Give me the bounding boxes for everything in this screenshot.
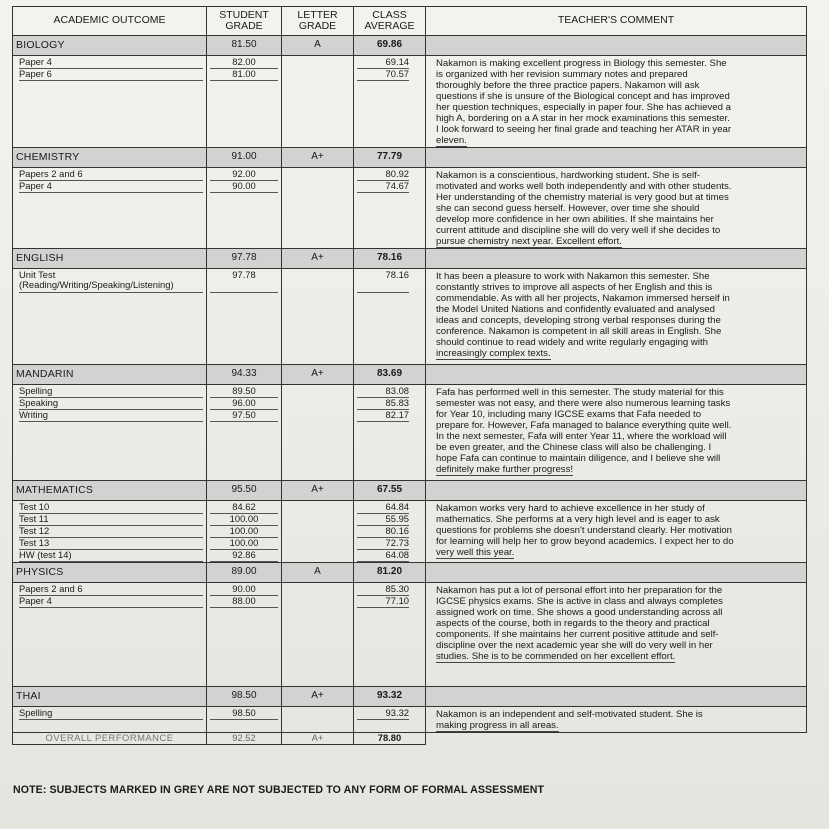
subitem-class-average: 85.83 [357, 398, 409, 410]
comment-line: semester was not easy, and there were also numerous learning tasks [436, 398, 731, 409]
subitem-grade: 97.78 [210, 270, 278, 293]
subitem-grade: 90.00 [210, 584, 278, 596]
subitem-class-average: 80.92 [357, 169, 409, 181]
subitem-averages [354, 707, 426, 733]
comment-line: constantly strives to improve all aspects of her English and this is [436, 282, 713, 293]
subitem-class-average: 82.17 [357, 410, 409, 422]
subject-class-average: 77.79 [354, 148, 426, 168]
subject-header-blank [426, 563, 807, 583]
subitem-label: Test 10 [19, 502, 203, 514]
subitem-label: Unit Test (Reading/Writing/Speaking/Listening) [19, 270, 203, 293]
subitem-label: Paper 4 [19, 57, 203, 69]
subitem-grade: 97.50 [210, 410, 278, 422]
subitem-letter-blank [282, 385, 354, 481]
comment-line: I look forward to seeing her final grade and teaching her ATAR in year [436, 124, 732, 135]
comment-line: thoroughly before the three practice papers. Nakamon will ask [436, 80, 700, 91]
subject-grade: 98.50 [207, 687, 282, 707]
subitem-class-average: 72.73 [357, 538, 409, 550]
subject-row-biology [13, 36, 807, 56]
comment-line: questions if she is unsure of the Biological concept and has improved [436, 91, 730, 102]
subject-grade: 94.33 [207, 365, 282, 385]
subitem-grade: 98.50 [210, 708, 278, 720]
comment-line: Her understanding of the chemistry material is very good but at times [436, 192, 729, 203]
subitem-grades [207, 269, 282, 365]
comment-line: commendable. As with all her projects, Nakamon immersed herself in [436, 293, 730, 304]
subject-class-average: 93.32 [354, 687, 426, 707]
subitem-labels [13, 168, 207, 249]
subitem-labels [13, 385, 207, 481]
subitem-class-average: 55.95 [357, 514, 409, 526]
subject-header-blank [426, 687, 807, 707]
overall-letter-grade: A+ [282, 733, 354, 745]
subject-letter-grade: A+ [282, 687, 354, 707]
subitem-label: Spelling [19, 386, 203, 398]
subject-header-blank [426, 249, 807, 269]
subitem-label: Speaking [19, 398, 203, 410]
subitem-label: Paper 6 [19, 69, 203, 81]
subject-letter-grade: A [282, 36, 354, 56]
comment-line: eleven. [436, 135, 467, 146]
comment-line: she can second guess herself. However, over time she should [436, 203, 700, 214]
comment-line: assigned work on time. She shows a good understanding across all [436, 607, 723, 618]
overall-class-average: 78.80 [354, 733, 426, 745]
comment-line: current attitude and discipline she will do very well if she decides to [436, 225, 721, 236]
subitem-grade: 90.00 [210, 181, 278, 193]
subject-detail-row-mathematics [13, 501, 807, 563]
subitem-averages [354, 168, 426, 249]
subitem-averages [354, 583, 426, 687]
assessment-note: NOTE: SUBJECTS MARKED IN GREY ARE NOT SUBJECTED TO ANY FORM OF FORMAL ASSESSMENT [13, 784, 545, 796]
subject-row-chemistry [13, 148, 807, 168]
teacher-comment [426, 56, 807, 148]
subject-class-average: 67.55 [354, 481, 426, 501]
comment-line: very well this year. [436, 547, 515, 558]
subitem-label: Paper 4 [19, 181, 203, 193]
teacher-comment [426, 269, 807, 365]
subitem-grade: 82.00 [210, 57, 278, 69]
subject-detail-row-chemistry [13, 168, 807, 249]
subitem-labels [13, 56, 207, 148]
subject-letter-grade: A+ [282, 481, 354, 501]
comment-line: Fafa has performed well in this semester. The study material for this [436, 387, 724, 398]
comment-line: conference. Nakamon is competent in all skill areas in English. She [436, 326, 722, 337]
comment-line: aspects of the course, both in regards to the theory and practical [436, 618, 710, 629]
subitem-grade: 88.00 [210, 596, 278, 608]
subject-grade: 81.50 [207, 36, 282, 56]
subject-name: CHEMISTRY [13, 148, 207, 168]
subject-row-mathematics [13, 481, 807, 501]
overall-label: OVERALL PERFORMANCE [13, 733, 207, 745]
subject-name: PHYSICS [13, 563, 207, 583]
comment-line: high A, bordering on a A star in her mock examinations this semester. [436, 113, 730, 124]
subitem-grade: 100.00 [210, 538, 278, 550]
comment-line: for Year 10, including many IGCSE exams that Fafa needed to [436, 409, 702, 420]
subitem-grades [207, 168, 282, 249]
subitem-label: Spelling [19, 708, 203, 720]
comment-line: discipline over the next academic year she will do very well in her [436, 640, 713, 651]
subject-letter-grade: A+ [282, 148, 354, 168]
subitem-class-average: 64.84 [357, 502, 409, 514]
comment-line: motivated and works well both independently and with other students. [436, 181, 732, 192]
comment-line: In the next semester, Fafa will enter Year 11, where the workload will [436, 431, 727, 442]
header-letter-grade: LETTER GRADE [282, 7, 354, 36]
subitem-letter-blank [282, 269, 354, 365]
subject-name: MANDARIN [13, 365, 207, 385]
subitem-averages [354, 56, 426, 148]
comment-line: hope Fafa can continue to maintain diligence, and I believe she will [436, 453, 721, 464]
subitem-class-average: 85.30 [357, 584, 409, 596]
subitem-grades [207, 385, 282, 481]
teacher-comment [426, 168, 807, 249]
comment-line: for learning will help her to grow beyond academics. I expect her to do [436, 536, 734, 547]
comment-line: It has been a pleasure to work with Nakamon this semester. She [436, 271, 710, 282]
subitem-grade: 96.00 [210, 398, 278, 410]
subitem-grade: 100.00 [210, 526, 278, 538]
subject-header-blank [426, 481, 807, 501]
teacher-comment [426, 583, 807, 687]
subitem-averages [354, 501, 426, 563]
subitem-class-average: 69.14 [357, 57, 409, 69]
subject-name: MATHEMATICS [13, 481, 207, 501]
subject-class-average: 81.20 [354, 563, 426, 583]
subitem-grade: 81.00 [210, 69, 278, 81]
subitem-label: Test 12 [19, 526, 203, 538]
report-table [12, 6, 807, 745]
comment-line: definitely make further progress! [436, 464, 574, 475]
report-body [13, 36, 807, 745]
subject-detail-row-physics [13, 583, 807, 687]
comment-line: Nakamon is making excellent progress in Biology this semester. She [436, 58, 727, 69]
comment-line: Nakamon is an independent and self-motivated student. She is [436, 709, 703, 720]
comment-line: components. If she maintains her current positive attitude and self- [436, 629, 719, 640]
comment-line: mathematics. She performs at a very high level and is eager to ask [436, 514, 720, 525]
subitem-grade: 92.00 [210, 169, 278, 181]
overall-performance-row [13, 733, 807, 745]
subject-detail-row-english [13, 269, 807, 365]
subject-header-blank [426, 36, 807, 56]
subitem-class-average: 77.10 [357, 596, 409, 608]
teacher-comment [426, 385, 807, 481]
comment-line: ideas and concepts, developing strong verbal responses during the [436, 315, 721, 326]
header-academic-outcome: ACADEMIC OUTCOME [13, 7, 207, 36]
subitem-class-average: 64.08 [357, 550, 409, 562]
subitem-label: Paper 4 [19, 596, 203, 608]
subitem-class-average: 78.16 [357, 270, 409, 293]
subject-detail-row-biology [13, 56, 807, 148]
comment-line: Nakamon has put a lot of personal effort into her preparation for the [436, 585, 723, 596]
subject-grade: 95.50 [207, 481, 282, 501]
comment-line: should continue to read widely and write regularly engaging with [436, 337, 708, 348]
subitem-labels [13, 707, 207, 733]
subitem-averages [354, 385, 426, 481]
comment-line: prepare for. However, Fafa managed to balance everything quite well. [436, 420, 732, 431]
subitem-grades [207, 56, 282, 148]
subject-detail-row-thai [13, 707, 807, 733]
subitem-grade: 84.62 [210, 502, 278, 514]
header-class-average: CLASS AVERAGE [354, 7, 426, 36]
comment-line: making progress in all areas. [436, 720, 559, 731]
subitem-class-average: 80.16 [357, 526, 409, 538]
overall-grade: 92.52 [207, 733, 282, 745]
subitem-class-average: 93.32 [357, 708, 409, 720]
subject-row-english [13, 249, 807, 269]
subject-row-thai [13, 687, 807, 707]
subject-name: ENGLISH [13, 249, 207, 269]
subject-letter-grade: A+ [282, 365, 354, 385]
subitem-label: Papers 2 and 6 [19, 169, 203, 181]
subitem-grades [207, 501, 282, 563]
subject-row-physics [13, 563, 807, 583]
comment-line: questions for problems she doesn't understand clearly. Her motivation [436, 525, 733, 536]
subject-header-blank [426, 148, 807, 168]
subject-row-mandarin [13, 365, 807, 385]
subitem-grade: 92.86 [210, 550, 278, 562]
subitem-class-average: 70.57 [357, 69, 409, 81]
subitem-labels [13, 583, 207, 687]
comment-line: increasingly complex texts. [436, 348, 551, 359]
comment-line: pursue chemistry next year. Excellent effort. [436, 236, 622, 247]
comment-line: develop more confidence in her own abilities. If she maintains her [436, 214, 714, 225]
comment-line: Nakamon is a conscientious, hardworking student. She is self- [436, 170, 700, 181]
header-row [13, 7, 807, 36]
subject-class-average: 69.86 [354, 36, 426, 56]
comment-line: the Model United Nations and confidently evaluated and analysed [436, 304, 715, 315]
subitem-label: Papers 2 and 6 [19, 584, 203, 596]
subitem-letter-blank [282, 707, 354, 733]
comment-line: Nakamon works very hard to achieve excellence in her study of [436, 503, 705, 514]
subject-header-blank [426, 365, 807, 385]
subitem-label: HW (test 14) [19, 550, 203, 562]
header-teacher-comment: TEACHER'S COMMENT [426, 7, 807, 36]
subitem-grades [207, 707, 282, 733]
subitem-letter-blank [282, 168, 354, 249]
subitem-labels [13, 269, 207, 365]
comment-line: her question techniques, especially in paper four. She has achieved a [436, 102, 731, 113]
comment-line: studies. She is to be commended on her excellent effort. [436, 651, 676, 662]
subject-grade: 91.00 [207, 148, 282, 168]
subitem-letter-blank [282, 583, 354, 687]
subject-letter-grade: A+ [282, 249, 354, 269]
subitem-grades [207, 583, 282, 687]
comment-line: is organized with her revision summary notes and prepared [436, 69, 688, 80]
subitem-label: Writing [19, 410, 203, 422]
subject-name: BIOLOGY [13, 36, 207, 56]
subitem-class-average: 83.08 [357, 386, 409, 398]
comment-line: be even greater, and the Chinese class will also be challenging. I [436, 442, 712, 453]
subject-detail-row-mandarin [13, 385, 807, 481]
subject-class-average: 83.69 [354, 365, 426, 385]
subject-grade: 89.00 [207, 563, 282, 583]
subitem-label: Test 13 [19, 538, 203, 550]
subitem-letter-blank [282, 501, 354, 563]
subitem-label: Test 11 [19, 514, 203, 526]
teacher-comment [426, 501, 807, 563]
subitem-labels [13, 501, 207, 563]
subitem-averages [354, 269, 426, 365]
subject-name: THAI [13, 687, 207, 707]
teacher-comment [426, 707, 807, 733]
subject-letter-grade: A [282, 563, 354, 583]
comment-line: IGCSE physics exams. She is active in class and always completes [436, 596, 723, 607]
subject-grade: 97.78 [207, 249, 282, 269]
subitem-class-average: 74.67 [357, 181, 409, 193]
header-student-grade: STUDENT GRADE [207, 7, 282, 36]
subitem-grade: 89.50 [210, 386, 278, 398]
subitem-letter-blank [282, 56, 354, 148]
subitem-grade: 100.00 [210, 514, 278, 526]
subject-class-average: 78.16 [354, 249, 426, 269]
